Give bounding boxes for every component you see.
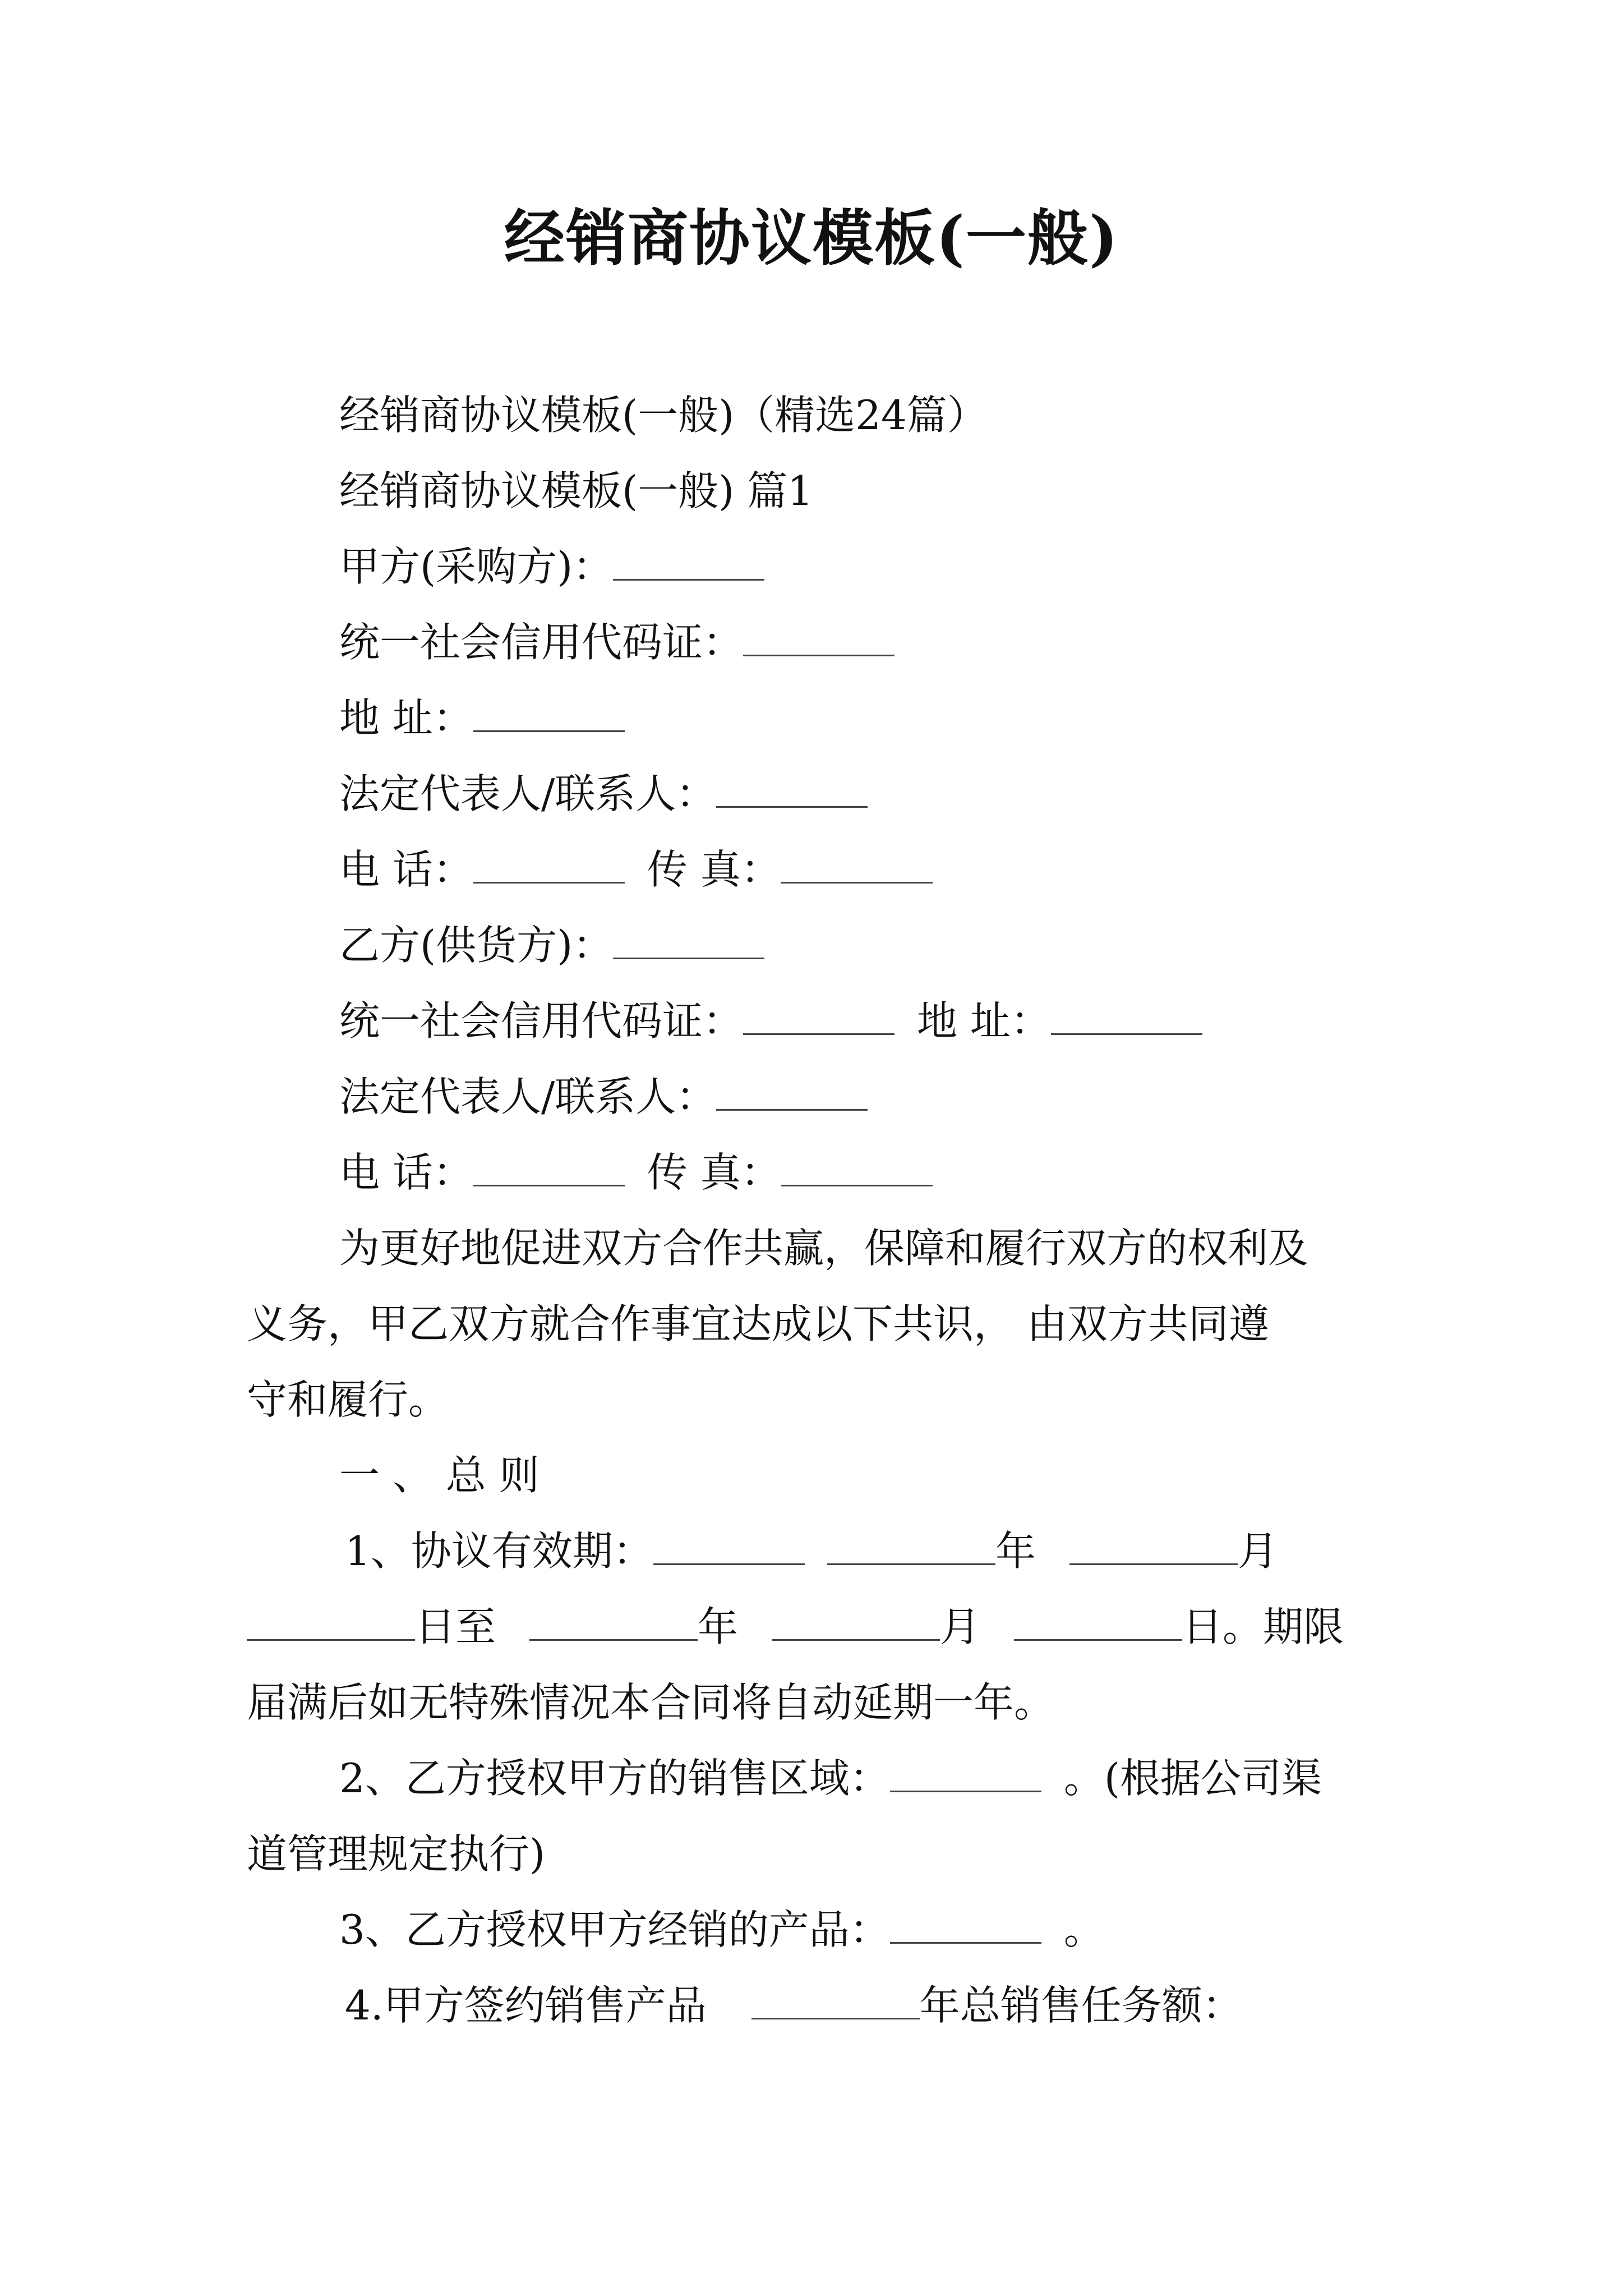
subtitle-line: 经销商协议模板(一般)（精选24篇） xyxy=(339,392,988,439)
fax-blank xyxy=(781,843,933,884)
day-blank xyxy=(1014,1600,1182,1641)
month-blank xyxy=(1069,1524,1238,1565)
year-blank xyxy=(827,1524,995,1565)
party-b-representative-line: 法定代表人/联系人： xyxy=(339,1069,868,1125)
clause-2-line: 道管理规定执行) xyxy=(247,1830,546,1878)
party-b-line: 乙方(供货方)： xyxy=(339,917,764,973)
phone-blank xyxy=(473,1145,625,1186)
clause-4-line: 4.甲方签约销售产品 年总销售任务额： xyxy=(345,1977,1243,2033)
region-blank xyxy=(890,1751,1041,1792)
representative-blank xyxy=(716,1070,868,1111)
paragraph-line: 为更好地促进双方合作共赢，保障和履行双方的权利及 xyxy=(339,1225,1309,1272)
clause-3-line: 3、乙方授权甲方经销的产品： 。 xyxy=(339,1902,1104,1958)
address-blank xyxy=(1051,994,1202,1035)
paragraph-line: 义务，甲乙双方就合作事宜达成以下共识， 由双方共同遵 xyxy=(247,1300,1269,1347)
section-heading: 经销商协议模板(一般) 篇1 xyxy=(339,467,813,514)
clause-2-line: 2、乙方授权甲方的销售区域： 。(根据公司渠 xyxy=(339,1750,1322,1806)
party-a-credit-code-line: 统一社会信用代码证： xyxy=(339,614,895,670)
party-a-address-line: 地 址： xyxy=(339,690,625,746)
document-title: 经销商协议模板(一般) xyxy=(504,203,1119,274)
party-a-blank xyxy=(613,540,764,581)
phone-blank xyxy=(473,843,625,884)
party-b-credit-code-line: 统一社会信用代码证： 地 址： xyxy=(339,993,1202,1049)
address-blank xyxy=(473,691,625,732)
day-blank xyxy=(247,1600,415,1641)
credit-code-blank xyxy=(743,615,895,656)
chapter-heading: 一 、 总 则 xyxy=(339,1452,540,1499)
clause-1-line: 届满后如无特殊情况本合同将自动延期一年。 xyxy=(247,1679,1055,1726)
party-a-line: 甲方(采购方)： xyxy=(339,539,764,595)
party-b-phone-line: 电 话： 传 真： xyxy=(339,1144,933,1200)
fax-blank xyxy=(781,1145,933,1186)
credit-code-blank xyxy=(743,994,895,1035)
representative-blank xyxy=(716,767,868,808)
month-blank xyxy=(772,1600,940,1641)
year-blank xyxy=(529,1600,698,1641)
clause-1-line: 日至 年 月 日。期限 xyxy=(247,1599,1344,1655)
paragraph-line: 守和履行。 xyxy=(247,1376,449,1423)
party-a-representative-line: 法定代表人/联系人： xyxy=(339,766,868,822)
product-blank xyxy=(890,1903,1041,1944)
party-a-phone-line: 电 话： 传 真： xyxy=(339,841,933,898)
clause-1-line: 1、协议有效期： 年 月 xyxy=(345,1523,1278,1579)
party-b-blank xyxy=(613,918,764,959)
year-blank xyxy=(751,1978,920,2019)
term-blank xyxy=(653,1524,805,1565)
